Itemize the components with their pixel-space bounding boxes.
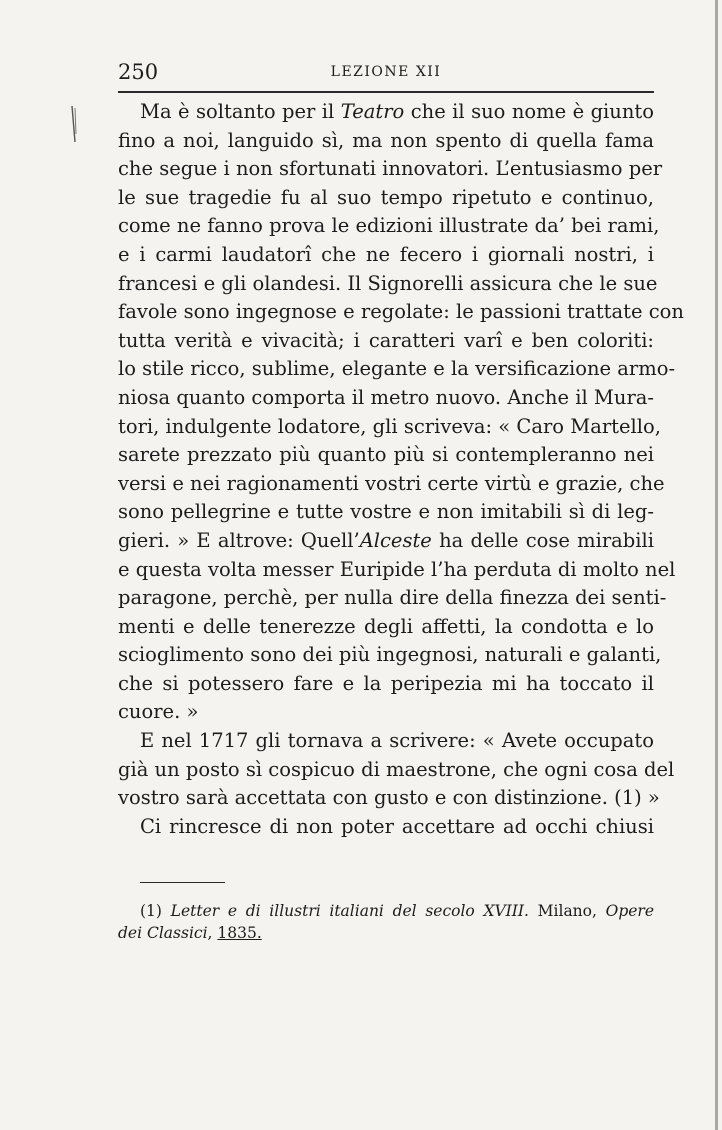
italic-text: Alceste: [359, 528, 432, 552]
header-rule: [118, 91, 654, 93]
margin-pencil-mark: [70, 104, 78, 144]
page-header: [118, 58, 654, 88]
text-line: francesi e gli olandesi. Il Signorelli assicura che le sue: [118, 271, 658, 295]
text-line: le sue tragedie fu al suo tempo ripetuto e continuo,: [118, 185, 654, 209]
page-number: 250: [118, 60, 159, 84]
paragraph: [118, 98, 684, 727]
italic-text: dei Classici: [118, 924, 208, 942]
text-line: sarete prezzato più quanto più si contempleranno nei: [118, 443, 654, 467]
footnote-line: (1) Letter e di illustri italiani del secolo XVIII. Milano, Opere: [140, 902, 655, 920]
text-line: che segue i non sfortunati innovatori. L’entusiasmo per: [118, 157, 663, 181]
text-line: fino a noi, languido sì, ma non spento di quella fama: [118, 128, 654, 152]
underlined-text: 1835.: [217, 924, 262, 942]
text-line: favole sono ingegnose e regolate: le passioni trattate con: [118, 300, 684, 324]
text-line: scioglimento sono dei più ingegnosi, naturali e galanti,: [118, 643, 662, 667]
text-line: vostro sarà accettata con gusto e con distinzione. (1) »: [118, 786, 660, 810]
text-line: E nel 1717 gli tornava a scrivere: « Avete occupato: [140, 729, 654, 753]
text-line: tutta verità e vivacità; i caratteri varî e ben coloriti:: [118, 328, 654, 352]
text-line: sono pellegrine e tutte vostre e non imitabili sì di leg-: [118, 500, 654, 524]
body-text: [118, 98, 684, 841]
italic-text: Teatro: [340, 100, 405, 123]
text-line: Ci rincresce di non poter accettare ad occhi chiusi: [140, 814, 654, 838]
paragraph: [118, 727, 675, 813]
text-line: lo stile ricco, sublime, elegante e la versificazione armo-: [118, 357, 676, 381]
text-line: versi e nei ragionamenti vostri certe virtù e grazie, che: [118, 471, 665, 495]
text-line: e i carmi laudatorî che ne fecero i giornali nostri, i: [118, 242, 654, 266]
text-line: già un posto sì cospicuo di maestrone, che ogni cosa del: [118, 757, 675, 781]
text-line: paragone, perchè, per nulla dire della finezza dei senti-: [118, 586, 667, 610]
italic-text: Letter e di illustri italiani del secolo XVIII.: [170, 902, 529, 920]
text-line: menti e delle tenerezze degli affetti, la condotta e lo: [118, 614, 654, 638]
text-line: tori, indulgente lodatore, gli scriveva: « Caro Martello,: [118, 414, 661, 438]
text-line: Ma è soltanto per il Teatro che il suo nome è giunto: [140, 100, 654, 123]
text-line: cuore. »: [118, 700, 199, 724]
footnote-line: dei Classici, 1835.: [118, 924, 262, 942]
text-line: niosa quanto comporta il metro nuovo. Anche il Mura-: [118, 385, 654, 409]
text-line: come ne fanno prova le edizioni illustrate da’ bei rami,: [118, 214, 660, 238]
italic-text: Opere: [605, 902, 655, 920]
page-edge-shadow: [715, 0, 718, 1130]
running-head: LEZIONE XII: [330, 64, 442, 80]
paragraph: [118, 813, 654, 842]
footnote: [118, 900, 654, 944]
footnote-rule: [140, 882, 225, 883]
text-line: e questa volta messer Euripide l’ha perduta di molto nel: [118, 557, 676, 581]
text-line: che si potessero fare e la peripezia mi ha toccato il: [118, 671, 654, 695]
text-line: gieri. » E altrove: Quell’Alceste ha delle cose mirabili: [118, 528, 655, 552]
